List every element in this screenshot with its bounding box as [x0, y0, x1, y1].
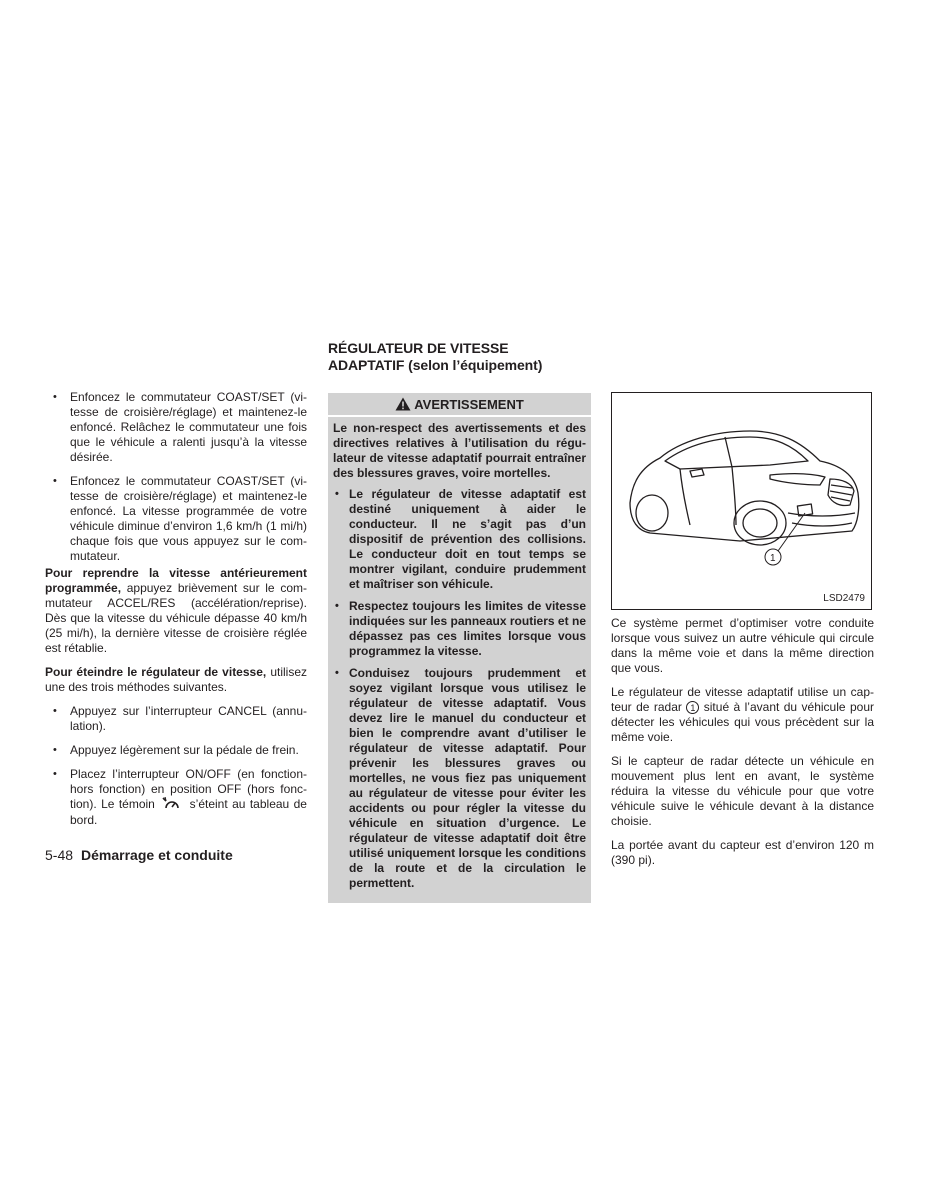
bullet-icon: • — [53, 768, 57, 780]
bullet-icon: • — [53, 475, 57, 487]
radar-sensor-figure — [611, 392, 872, 610]
callout-number: 1 — [770, 553, 776, 564]
callout-badge: 1 — [686, 701, 699, 714]
chapter-title: Démarrage et conduite — [81, 847, 233, 863]
list-item: • Appuyez sur l’interrupteur CANCEL (annulation). — [53, 704, 307, 733]
page-number: 5-48 — [45, 847, 74, 863]
right-column — [611, 392, 874, 877]
middle-column — [328, 340, 591, 903]
bullet-icon: • — [53, 744, 57, 756]
bullet-icon: • — [335, 600, 339, 612]
paragraph: Le régulateur de vitesse adaptatif utilise un capteur de radar 1 situé à l’avant du véhicule pour détecter les véhicules qui vous précèdent sur la même voie. — [611, 685, 874, 744]
warning-box — [328, 393, 591, 903]
list-item: • Enfoncez le commutateur COAST/SET (vitesse de croisière/réglage) et maintenez-le enfoncé. Relâchez le commutateur une fois que le véhicule a ralenti jusqu’à la vitesse désirée. — [53, 390, 307, 464]
left-column — [45, 390, 307, 837]
paragraph: Ce système permet d’optimiser votre conduite lorsque vous suivez un autre véhicule qui circule dans la même voie et dans la même direction que vous. — [611, 616, 874, 675]
bullet-icon: • — [335, 667, 339, 679]
bullet-icon: • — [53, 705, 57, 717]
car-illustration-icon — [620, 413, 865, 583]
bullet-icon: • — [335, 488, 339, 500]
warning-header: AVERTISSEMENT — [328, 393, 591, 417]
resume-paragraph: Pour reprendre la vitesse antérieurement programmée, appuyez brièvement sur le commutateur ACCEL/RES (accélération/reprise). Dès que la vitesse du véhicule dépasse 40 km/h (25 mi/h), la dernière vitesse de croisière réglée est rétablie. — [45, 566, 307, 655]
page-footer — [45, 847, 233, 863]
coast-set-bullet-list — [45, 390, 307, 564]
list-item: • Le régulateur de vitesse adaptatif est destiné uniquement à aider le conducteur. Il ne s’agit pas d’un dispositif de prévention des collisions. Le conducteur doit en tout temps se montrer vigilant, conduire prudemment et maîtriser son véhicule. — [335, 487, 586, 591]
figure-id: LSD2479 — [823, 593, 865, 604]
section-title: RÉGULATEUR DE VITESSE ADAPTATIF (selon l’équipement) — [328, 340, 543, 373]
turn-off-bullet-list — [45, 704, 307, 828]
turn-off-paragraph: Pour éteindre le régulateur de vitesse, utilisez une des trois méthodes suivantes. — [45, 665, 307, 694]
warning-bullet-list — [333, 487, 586, 891]
list-item: • Placez l’interrupteur ON/OFF (en fonctionhors fonction) en position OFF (hors fonction). Le témoin s’éteint au tableau de bord. — [53, 767, 307, 827]
list-item: • Appuyez légèrement sur la pédale de frein. — [53, 743, 299, 757]
list-item: • Enfoncez le commutateur COAST/SET (vitesse de croisière/réglage) et maintenez-le enfoncé. La vitesse programmée de votre véhicule diminue d’environ 1,6 km/h (1 mi/h) chaque fois que vous appuyez sur le commutateur. — [53, 474, 307, 563]
paragraph: La portée avant du capteur est d’environ 120 m (390 pi). — [611, 838, 874, 867]
bullet-icon: • — [53, 391, 57, 403]
paragraph: Si le capteur de radar détecte un véhicule en mouvement plus lent en avant, le système réduira la vitesse du véhicule pour que votre véhicule suive le véhicule devant à la distance choisie. — [611, 754, 874, 828]
list-item: • Conduisez toujours prudemment et soyez vigilant lorsque vous utilisez le régulateur de vitesse adaptatif. Vous devez lire le manuel du conducteur et bien le comprendre avant d’utiliser le régulateur de vitesse adaptatif. Pour prévenir les blessures graves ou mortelles, ne vous fiez pas uniquement au régulateur de vitesse pour éviter les accidents ou pour régler la vitesse du véhicule en situation d’urgence. Le régulateur de vitesse adaptatif doit être utilisé uniquement lorsque les conditions de la route et de la circulation le permettent. — [335, 666, 586, 890]
list-item: • Respectez toujours les limites de vitesse indiquées sur les panneaux routiers et ne dépassez pas ces limites lorsque vous programmez la vitesse. — [335, 599, 586, 658]
cruise-control-indicator-icon — [161, 797, 183, 813]
warning-intro: Le non-respect des avertissements et des directives relatives à l’utilisation du régulateur de vitesse adaptatif pourrait entraîner des blessures graves, voire mortelles. — [333, 421, 586, 480]
warning-triangle-icon — [395, 397, 411, 411]
